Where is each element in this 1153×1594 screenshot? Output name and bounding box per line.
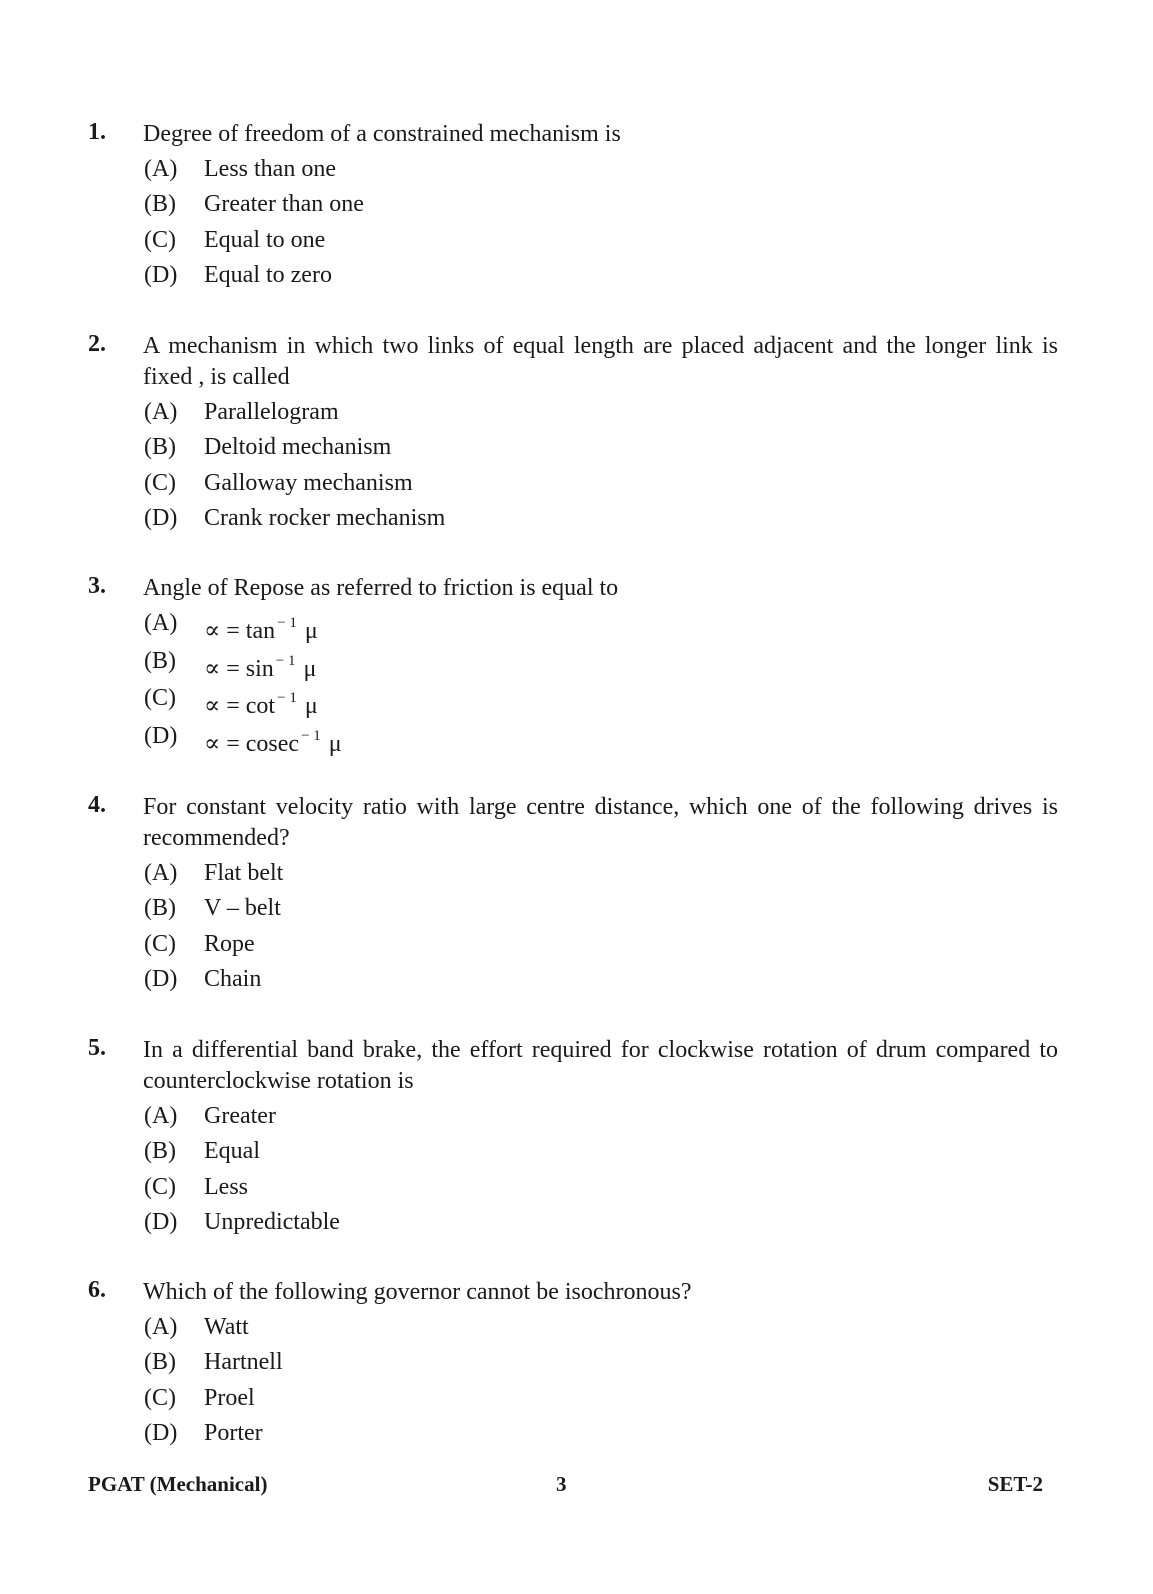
- option-b: [144, 644, 1058, 682]
- option-text: V – belt: [204, 895, 281, 922]
- option-c: [144, 223, 1058, 258]
- question-text: Angle of Repose as referred to friction is equal to: [143, 575, 619, 601]
- option-text: Less: [204, 1173, 248, 1200]
- option-text: Hartnell: [204, 1349, 283, 1376]
- option-label: (B): [144, 1349, 176, 1376]
- option-text: Galloway mechanism: [204, 469, 413, 496]
- option-text: Unpredictable: [204, 1208, 340, 1235]
- option-list: [144, 1099, 1058, 1240]
- option-label: (C): [144, 685, 176, 711]
- formula-mu: μ: [304, 693, 318, 719]
- option-text: Equal: [204, 1138, 260, 1165]
- formula-exponent: − 1: [301, 727, 321, 744]
- option-text: Parallelogram: [204, 399, 339, 425]
- question-text: Which of the following governor cannot be isochronous?: [143, 1279, 692, 1305]
- question-5: [88, 1035, 1058, 1240]
- formula-base: ∝ = sin: [204, 655, 274, 682]
- option-list: [144, 856, 1058, 997]
- option-list: [144, 152, 1058, 293]
- option-label: (A): [144, 860, 178, 886]
- option-c: [144, 466, 1058, 501]
- option-label: (B): [144, 191, 176, 218]
- option-d: [144, 962, 1058, 997]
- option-label: (D): [144, 722, 178, 749]
- option-label: (A): [144, 1103, 178, 1129]
- option-text: Flat belt: [204, 860, 284, 886]
- question-3: [88, 573, 1058, 756]
- option-text: Equal to zero: [204, 261, 332, 288]
- option-label: (B): [144, 895, 176, 922]
- option-b: [144, 187, 1058, 222]
- formula-base: ∝ = cot: [204, 693, 276, 719]
- formula-exponent: − 1: [275, 652, 296, 669]
- option-label: (A): [144, 399, 178, 425]
- option-label: (C): [144, 1384, 176, 1411]
- option-c: [144, 1170, 1058, 1205]
- option-text: Greater than one: [204, 191, 364, 218]
- option-text: Equal to one: [204, 226, 326, 253]
- option-b: [144, 1134, 1058, 1169]
- option-text: Rope: [204, 930, 255, 957]
- question-text: For constant velocity ratio with large centre distance, which one of the following drives is recommended?: [143, 794, 1058, 851]
- question-text: Degree of freedom of a constrained mechanism is: [143, 121, 621, 147]
- option-b: [144, 891, 1058, 926]
- option-label: (C): [144, 226, 176, 253]
- option-label: (B): [144, 647, 176, 674]
- page-footer: [88, 1472, 1043, 1500]
- option-label: (D): [144, 1419, 178, 1446]
- question-number: 2.: [88, 331, 106, 357]
- option-list: [144, 1310, 1058, 1451]
- formula-base: ∝ = cosec: [204, 730, 300, 757]
- question-number: 5.: [88, 1035, 106, 1061]
- option-text: Greater: [204, 1103, 276, 1129]
- option-d: [144, 719, 1058, 757]
- option-a: [144, 856, 1058, 891]
- question-6: [88, 1277, 1058, 1451]
- option-c: [144, 927, 1058, 962]
- formula-mu: μ: [304, 618, 318, 644]
- option-text: Chain: [204, 965, 262, 992]
- option-c: [144, 1381, 1058, 1416]
- option-label: (D): [144, 504, 178, 531]
- page-number: 3: [556, 1472, 567, 1496]
- question-number: 3.: [88, 573, 106, 599]
- question-number: 1.: [88, 119, 106, 145]
- option-text: Porter: [204, 1419, 263, 1446]
- option-list: [144, 395, 1058, 536]
- option-d: [144, 258, 1058, 293]
- option-label: (C): [144, 1173, 176, 1200]
- formula-mu: μ: [328, 730, 342, 757]
- option-label: (A): [144, 610, 178, 636]
- formula-exponent: − 1: [277, 615, 297, 631]
- question-text: In a differential band brake, the effort required for clockwise rotation of drum compared to counterclockwise rotation is: [143, 1037, 1058, 1094]
- option-text: Less than one: [204, 156, 336, 182]
- option-label: (D): [144, 1208, 178, 1235]
- option-label: (B): [144, 1138, 176, 1165]
- exam-name: PGAT (Mechanical): [88, 1472, 268, 1496]
- question-number: 6.: [88, 1277, 106, 1303]
- option-list: [144, 606, 1058, 756]
- question-2: [88, 331, 1058, 536]
- question-4: [88, 792, 1058, 997]
- option-d: [144, 501, 1058, 536]
- option-a: [144, 395, 1058, 430]
- formula-exponent: − 1: [277, 690, 297, 706]
- option-label: (B): [144, 434, 176, 461]
- option-text: Crank rocker mechanism: [204, 504, 446, 531]
- option-a: [144, 1310, 1058, 1345]
- option-label: (D): [144, 965, 178, 992]
- option-a: [144, 606, 1058, 644]
- option-d: [144, 1416, 1058, 1451]
- formula-base: ∝ = tan: [204, 618, 276, 644]
- formula: [204, 719, 342, 762]
- option-b: [144, 430, 1058, 465]
- option-label: (A): [144, 156, 178, 182]
- set-code: SET-2: [987, 1472, 1043, 1496]
- question-1: [88, 119, 1058, 293]
- option-label: (C): [144, 469, 176, 496]
- option-text: Deltoid mechanism: [204, 434, 392, 461]
- option-c: [144, 681, 1058, 719]
- option-label: (C): [144, 930, 176, 957]
- option-label: (A): [144, 1314, 178, 1340]
- option-text: Proel: [204, 1384, 255, 1411]
- option-b: [144, 1345, 1058, 1380]
- question-number: 4.: [88, 792, 106, 818]
- question-text: A mechanism in which two links of equal length are placed adjacent and the longer link is fixed , is called: [143, 333, 1058, 390]
- option-a: [144, 152, 1058, 187]
- option-label: (D): [144, 261, 178, 288]
- option-d: [144, 1205, 1058, 1240]
- formula-mu: μ: [303, 655, 317, 682]
- option-text: Watt: [204, 1314, 249, 1340]
- option-a: [144, 1099, 1058, 1134]
